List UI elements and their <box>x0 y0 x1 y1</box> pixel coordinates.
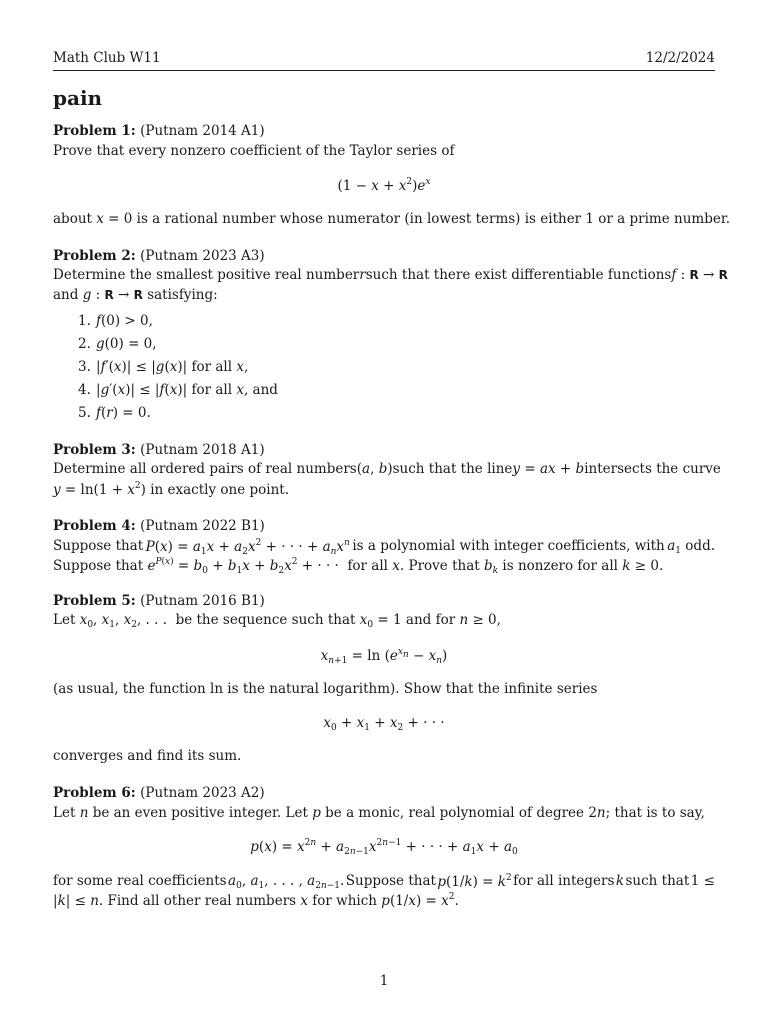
problem-4-source: (Putnam 2022 B1) <box>140 518 265 534</box>
problem-4-heading <box>53 518 265 534</box>
problem-1-statement: Prove that every nonzero coefficient of the Taylor series of <box>53 143 455 159</box>
list-item: 4. |g′(x)| ≤ |f(x)| for all x, and <box>78 382 278 398</box>
page-header <box>53 50 715 71</box>
problem-1-label: Problem 1: <box>53 123 136 139</box>
problem-1-formula: $(1 - x + x^2)e^x$ <box>337 177 431 194</box>
problem-2-label: Problem 2: <box>53 248 136 264</box>
problem-2-heading <box>53 248 265 264</box>
problem-2-source: (Putnam 2023 A3) <box>140 248 265 264</box>
problem-6-source: (Putnam 2023 A2) <box>140 785 265 801</box>
problem-4-label: Problem 4: <box>53 518 136 534</box>
list-item: 5. f(r) = 0. <box>78 405 151 421</box>
problem-6-statement: Let n be an even positive integer. Let p be a monic, real polynomial of degree 2n; that is to say, <box>53 805 705 821</box>
problem-6-label: Problem 6: <box>53 785 136 801</box>
problem-3-statement-cont: $y = \ln(1 + x^2)$ in exactly one point. <box>53 481 289 498</box>
list-item: 2. g(0) = 0, <box>78 336 157 352</box>
problem-3-label: Problem 3: <box>53 442 136 458</box>
problem-3-heading <box>53 442 265 458</box>
problem-5-heading <box>53 593 265 609</box>
problem-5-statement: Let $x_0$, $x_1$, $x_2$, . . . be the sequence such that $x_0 = 1$ and for n ≥ 0, <box>53 612 501 630</box>
problem-6-statement-cont: for some real coefficients $a_0$, $a_1$, . . . , $a_{2n-1}$. Suppose that $p(1/k) = k^2$ for all integers k such that 1 ≤ <box>53 873 715 891</box>
header-date: 12/2/2024 <box>645 50 715 66</box>
problem-1-source: (Putnam 2014 A1) <box>140 123 265 139</box>
problem-4-statement-cont: Suppose that $e^{P(x)} = b_0 + b_1x + b_2x^2$ + · · · for all x. Prove that $b_k$ is nonzero for all k ≥ 0. <box>53 557 664 576</box>
problem-3-statement: Determine all ordered pairs of real numbers (a, b) such that the line y = ax + b intersects the curve <box>53 461 721 477</box>
problem-1-heading <box>53 123 265 139</box>
problem-5-statement-end: converges and find its sum. <box>53 748 242 764</box>
list-item: 1. f(0) > 0, <box>78 313 153 329</box>
problem-6-heading <box>53 785 265 801</box>
page-number: 1 <box>379 973 389 989</box>
problem-5-series: $x_0 + x_1 + x_2$ + · · · <box>323 715 445 733</box>
header-course: Math Club W11 <box>53 50 161 66</box>
problem-4-statement: Suppose that $P(x) = a_1x + a_2x^2$ + · · · + $a_nx^n$ is a polynomial with integer coefficients, with $a_1$ odd. <box>53 538 715 557</box>
problem-6-polynomial: $p(x) = x^{2n} + a_{2n-1}x^{2n-1}$ + · · · + $a_1x + a_0$ <box>250 838 518 857</box>
problem-2-statement: Determine the smallest positive real number r such that there exist differentiable functions f : R → R <box>53 267 728 283</box>
problem-5-statement-cont: (as usual, the function ln is the natural logarithm). Show that the infinite series <box>53 681 598 697</box>
problem-5-recurrence: $x_{n+1} = \ln (e^{x_n} - x_n)$ <box>320 647 448 666</box>
problem-6-statement-end: |k| ≤ n. Find all other real numbers x for which $p(1/x) = x^2$. <box>53 892 459 909</box>
problem-2-statement-cont: and g : R → R satisfying: <box>53 287 218 303</box>
problem-3-source: (Putnam 2018 A1) <box>140 442 265 458</box>
list-item: 3. |f′(x)| ≤ |g(x)| for all x, <box>78 359 249 375</box>
document-title: pain <box>53 86 103 110</box>
problem-5-label: Problem 5: <box>53 593 136 609</box>
problem-1-statement-cont: about x = 0 is a rational number whose numerator (in lowest terms) is either 1 or a prime number. <box>53 211 731 227</box>
problem-5-source: (Putnam 2016 B1) <box>140 593 265 609</box>
